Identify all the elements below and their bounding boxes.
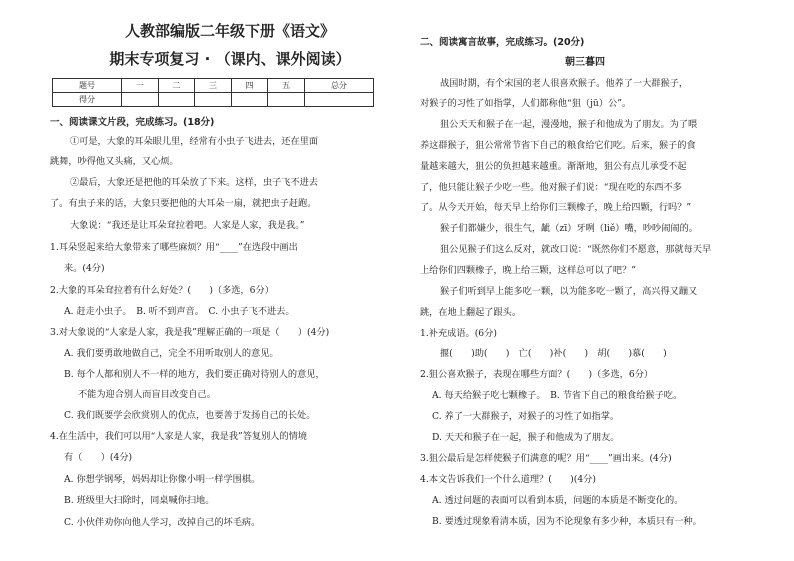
question-1: 1.耳朵竖起来给大象带来了哪些麻烦？用“____”在选段中画出: [50, 242, 298, 253]
story-line: 狙公见猴子们这么反对，就改口说：“既然你们不愿意，那就每天早: [440, 244, 712, 255]
score-cell: 一: [122, 79, 159, 93]
worksheet-subtitle: 期末专项复习 · （课内、课外阅读）: [109, 50, 351, 68]
question-3: 3.对大象说的“人家是人家，我是我”理解正确的一项是（ ）(4分): [50, 327, 330, 338]
score-cell: 总分: [304, 79, 373, 93]
question-4-cont: 有（ ）(4分): [64, 452, 133, 463]
score-input-cell[interactable]: [195, 93, 232, 107]
option-a[interactable]: A. 我们要勇敢地做自己，完全不用听取别人的意见。: [64, 348, 279, 359]
story-title: 朝三暮四: [565, 57, 605, 68]
question-4: 4.在生活中，我们可以用“人家是人家，我是我”答复别人的情境: [50, 431, 308, 442]
score-input-cell[interactable]: [268, 93, 305, 107]
score-input-cell[interactable]: [304, 93, 373, 107]
option-c[interactable]: C. 我们既要学会欣赏别人的优点，也要善于发扬自己的长处。: [64, 410, 316, 421]
passage-line: 大象说：“我还是让耳朵耷拉着吧。人家是人家，我是我。”: [70, 220, 305, 231]
score-cell: 二: [158, 79, 195, 93]
question-2: 2.狙公喜欢猴子，表现在哪些方面？( )（多选，6分）: [420, 369, 654, 380]
score-input-cell[interactable]: [158, 93, 195, 107]
story-line: 战国时期，有个宋国的老人很喜欢猴子。他养了一大群猴子，: [440, 78, 689, 89]
question-4: 4.本文告诉我们一个什么道理？( )(4分): [420, 474, 596, 485]
question-1-cont: 来。(4分): [64, 263, 105, 274]
score-cell: 得分: [53, 93, 122, 107]
story-line: 猴子们听到早上能多吃一颗，以为能多吃一颗了，高兴得又蹦又: [440, 286, 698, 297]
option-a[interactable]: A. 透过问题的表面可以看到本质，问题的本质是不断变化的。: [432, 495, 684, 506]
question-1: 1.补充成语。(6分): [420, 328, 497, 339]
option-b[interactable]: B. 要透过现象看清本质，因为不论现象有多少种，本质只有一种。: [432, 516, 702, 527]
score-table-header-row: [53, 79, 374, 93]
option-b[interactable]: B. 班级里大扫除时，同桌喊你扫地。: [64, 495, 215, 506]
option-d[interactable]: D. 天天和猴子在一起，猴子和他成为了朋友。: [432, 432, 620, 443]
story-line: 上给你们四颗橡子，晚上给三颗，这样总可以了吧？”: [420, 265, 637, 276]
option-c[interactable]: C. 小伙伴劝你向他人学习，改掉自己的坏毛病。: [64, 517, 261, 528]
score-cell: 三: [195, 79, 232, 93]
question-2-options[interactable]: A. 赶走小虫子。 B. 听不到声音。 C. 小虫子飞不进去。: [64, 306, 295, 317]
score-table-score-row: [53, 93, 374, 107]
score-cell: 四: [231, 79, 268, 93]
passage-line: ①可是，大象的耳朵眼儿里，经常有小虫子飞进去，还在里面: [70, 136, 319, 147]
story-line: 猴子们都嫌少，很生气，龇（zī）牙咧（liě）嘴，吵吵闹闹的。: [440, 223, 698, 234]
idiom-blanks[interactable]: 揠( )助( ) 亡( )补( ) 胡( )慕( ): [440, 348, 667, 359]
score-input-cell[interactable]: [231, 93, 268, 107]
section2-title: 二、阅读寓言故事，完成练习。(20分): [420, 37, 585, 48]
passage-line: 了。有虫子来的话，大象只要把他的大耳朵一扇，就把虫子赶跑。: [50, 198, 317, 209]
score-cell: 五: [268, 79, 305, 93]
story-line: 狙公天天和猴子在一起，漫漫地，猴子和他成为了朋友。为了喂: [440, 119, 698, 130]
question-2: 2.大象的耳朵耷拉着有什么好处？( )（多选，6分）: [50, 285, 274, 296]
option-b[interactable]: B. 每个人都和别人不一样的地方，我们要正确对待别人的意见，: [64, 369, 325, 380]
question-3: 3.狙公最后是怎样使猴子们满意的呢？用“____”画出来。(4分): [420, 453, 672, 464]
score-table: [52, 78, 374, 107]
story-line: 跳，在地上翻起了跟头。: [420, 307, 522, 318]
score-cell: 题号: [53, 79, 122, 93]
story-line: 量越来越大，狙公的负担越来越重。渐渐地，狙公有点儿承受不起: [420, 161, 687, 172]
option-a[interactable]: A. 你想学钢琴，妈妈却让你像小明一样学围棋。: [64, 474, 261, 485]
story-line: 对猴子的习性了如指掌，人们都称他“狙（jū）公”。: [420, 98, 632, 109]
story-line: 养这群猴子，狙公常常节省下自己的粮食给它们吃。后来，猴子的食: [420, 140, 696, 151]
score-input-cell[interactable]: [122, 93, 159, 107]
story-line: 了，他只能让猴子少吃一些。他对猴子们说：“现在吃的东西不多: [420, 182, 682, 193]
story-line: 了。从今天开始，每天早上给你们三颗橡子，晚上给四颗，行吗？”: [420, 202, 692, 213]
passage-line: 跳舞，吵得他又头痛，又心烦。: [50, 156, 179, 167]
passage-line: ②最后，大象还是把他的耳朵放了下来。这样，虫子飞不进去: [70, 177, 319, 188]
option-b-cont: 不能为迎合别人而盲目改变自己。: [78, 389, 216, 400]
worksheet-title: 人教部编版二年级下册《语文》: [124, 22, 335, 40]
section1-title: 一、阅读课文片段，完成练习。(18分): [50, 117, 215, 128]
option-a[interactable]: A. 每天给猴子吃七颗橡子。 B. 节省下自己的粮食给猴子吃。: [432, 390, 683, 401]
option-c[interactable]: C. 养了一大群猴子，对猴子的习性了如指掌。: [432, 411, 620, 422]
